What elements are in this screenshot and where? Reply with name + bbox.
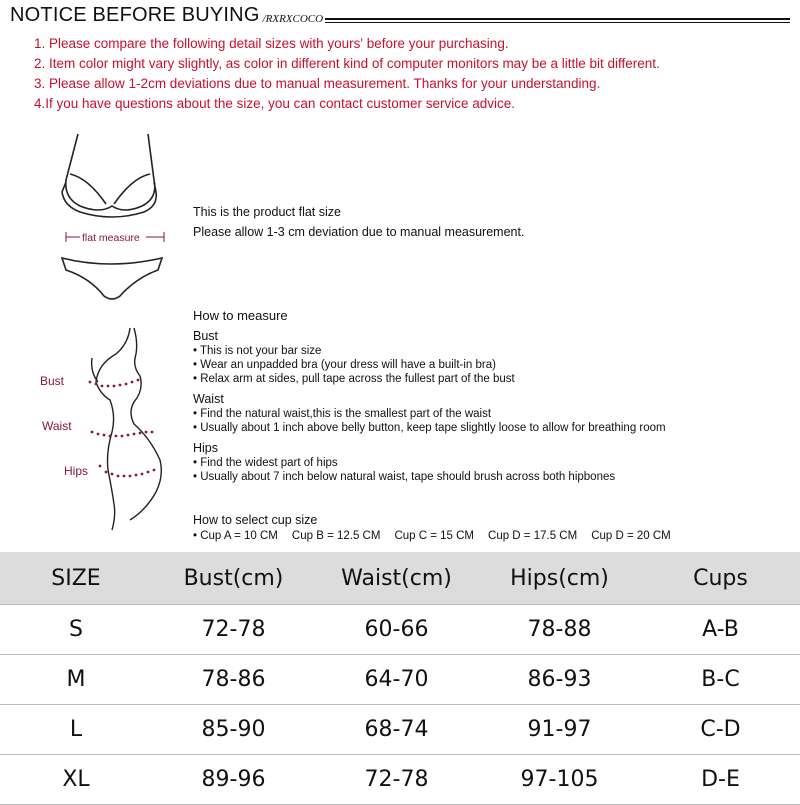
table-cell: S <box>69 617 83 642</box>
size-table <box>0 552 800 805</box>
notice-item: 1. Please compare the following detail sizes with yours' before your purchasing. <box>34 36 509 51</box>
table-header-cell: SIZE <box>51 565 101 591</box>
flat-size-note <box>193 202 524 242</box>
bra-top-icon <box>62 134 156 217</box>
table-cell: C-D <box>700 717 741 742</box>
bullet-item: • Usually about 1 inch above belly button, keep tape slightly loose to allow for breathing room <box>193 422 666 434</box>
table-cell: XL <box>62 767 90 792</box>
table-cell: 60-66 <box>364 617 429 642</box>
table-cell: 78-86 <box>201 667 266 692</box>
bust-label: Bust <box>40 374 65 388</box>
table-header-row <box>0 552 800 605</box>
table-header-cell: Bust(cm) <box>183 565 284 591</box>
table-cell: L <box>69 717 83 742</box>
title-rule <box>325 18 790 23</box>
table-row <box>0 605 800 655</box>
flat-note-line: This is the product flat size <box>193 205 341 219</box>
table-cell: 72-78 <box>364 767 429 792</box>
cup-size-item: Cup D = 20 CM <box>591 530 671 542</box>
table-cell: A-B <box>702 617 739 642</box>
how-to-heading: How to measure <box>193 308 288 323</box>
page-title <box>10 4 790 27</box>
how-to-measure <box>193 308 666 484</box>
flat-note-line: Please allow 1-3 cm deviation due to manual measurement. <box>193 225 525 239</box>
table-row <box>0 755 800 805</box>
bullet-item: • Relax arm at sides, pull tape across the fullest part of the bust <box>193 373 515 385</box>
bullet-item: • Usually about 7 inch below natural waist, tape should brush across both hipbones <box>193 471 616 483</box>
table-cell: 86-93 <box>527 667 592 692</box>
notice-list <box>34 34 660 114</box>
notice-item: 2. Item color might vary slightly, as color in different kind of computer monitors may be a little bit different. <box>34 56 660 71</box>
body-silhouette-icon <box>92 328 162 530</box>
bullet-item: • This is not your bar size <box>193 345 322 357</box>
table-cell: 97-105 <box>520 767 599 792</box>
table-header-cell: Hips(cm) <box>510 565 609 591</box>
table-cell: 78-88 <box>527 617 592 642</box>
hips-label: Hips <box>64 464 89 478</box>
cup-size-guide <box>193 513 671 542</box>
title-text: NOTICE BEFORE BUYING <box>10 4 260 26</box>
illustrations <box>0 120 190 550</box>
flat-measure-label: flat measure <box>82 232 140 244</box>
table-header-cell: Cups <box>693 565 748 591</box>
table-cell: 89-96 <box>201 767 266 792</box>
notice-item: 4.If you have questions about the size, you can contact customer service advice. <box>34 96 516 111</box>
table-cell: 72-78 <box>201 617 266 642</box>
bullet-item: • Find the natural waist,this is the smallest part of the waist <box>193 408 492 420</box>
table-cell: M <box>66 667 86 692</box>
table-cell: 68-74 <box>364 717 429 742</box>
table-header-cell: Waist(cm) <box>341 565 452 591</box>
cup-size-heading: How to select cup size <box>193 513 318 527</box>
table-cell: 85-90 <box>201 717 266 742</box>
bikini-bottom-icon <box>62 258 162 299</box>
bullet-item: • Find the widest part of hips <box>193 457 338 469</box>
table-row <box>0 655 800 705</box>
brand-name: /RXRXCOCO <box>262 13 324 25</box>
table-cell: 91-97 <box>527 717 592 742</box>
cup-size-item: Cup D = 17.5 CM <box>488 530 578 542</box>
waist-section-title: Waist <box>193 392 224 406</box>
cup-size-item: Cup B = 12.5 CM <box>291 530 381 542</box>
hips-section-title: Hips <box>193 441 219 455</box>
waist-label: Waist <box>42 419 72 433</box>
cup-size-item: Cup C = 15 CM <box>394 530 475 542</box>
bust-section-title: Bust <box>193 329 219 343</box>
table-cell: 64-70 <box>364 667 429 692</box>
table-cell: B-C <box>701 667 740 692</box>
bullet-item: • Wear an unpadded bra (your dress will have a built-in bra) <box>193 359 496 371</box>
notice-item: 3. Please allow 1-2cm deviations due to manual measurement. Thanks for your understanding. <box>34 76 601 91</box>
table-row <box>0 705 800 755</box>
measure-dots <box>89 379 156 478</box>
table-cell: D-E <box>701 767 740 792</box>
cup-size-item: • Cup A = 10 CM <box>193 530 278 542</box>
